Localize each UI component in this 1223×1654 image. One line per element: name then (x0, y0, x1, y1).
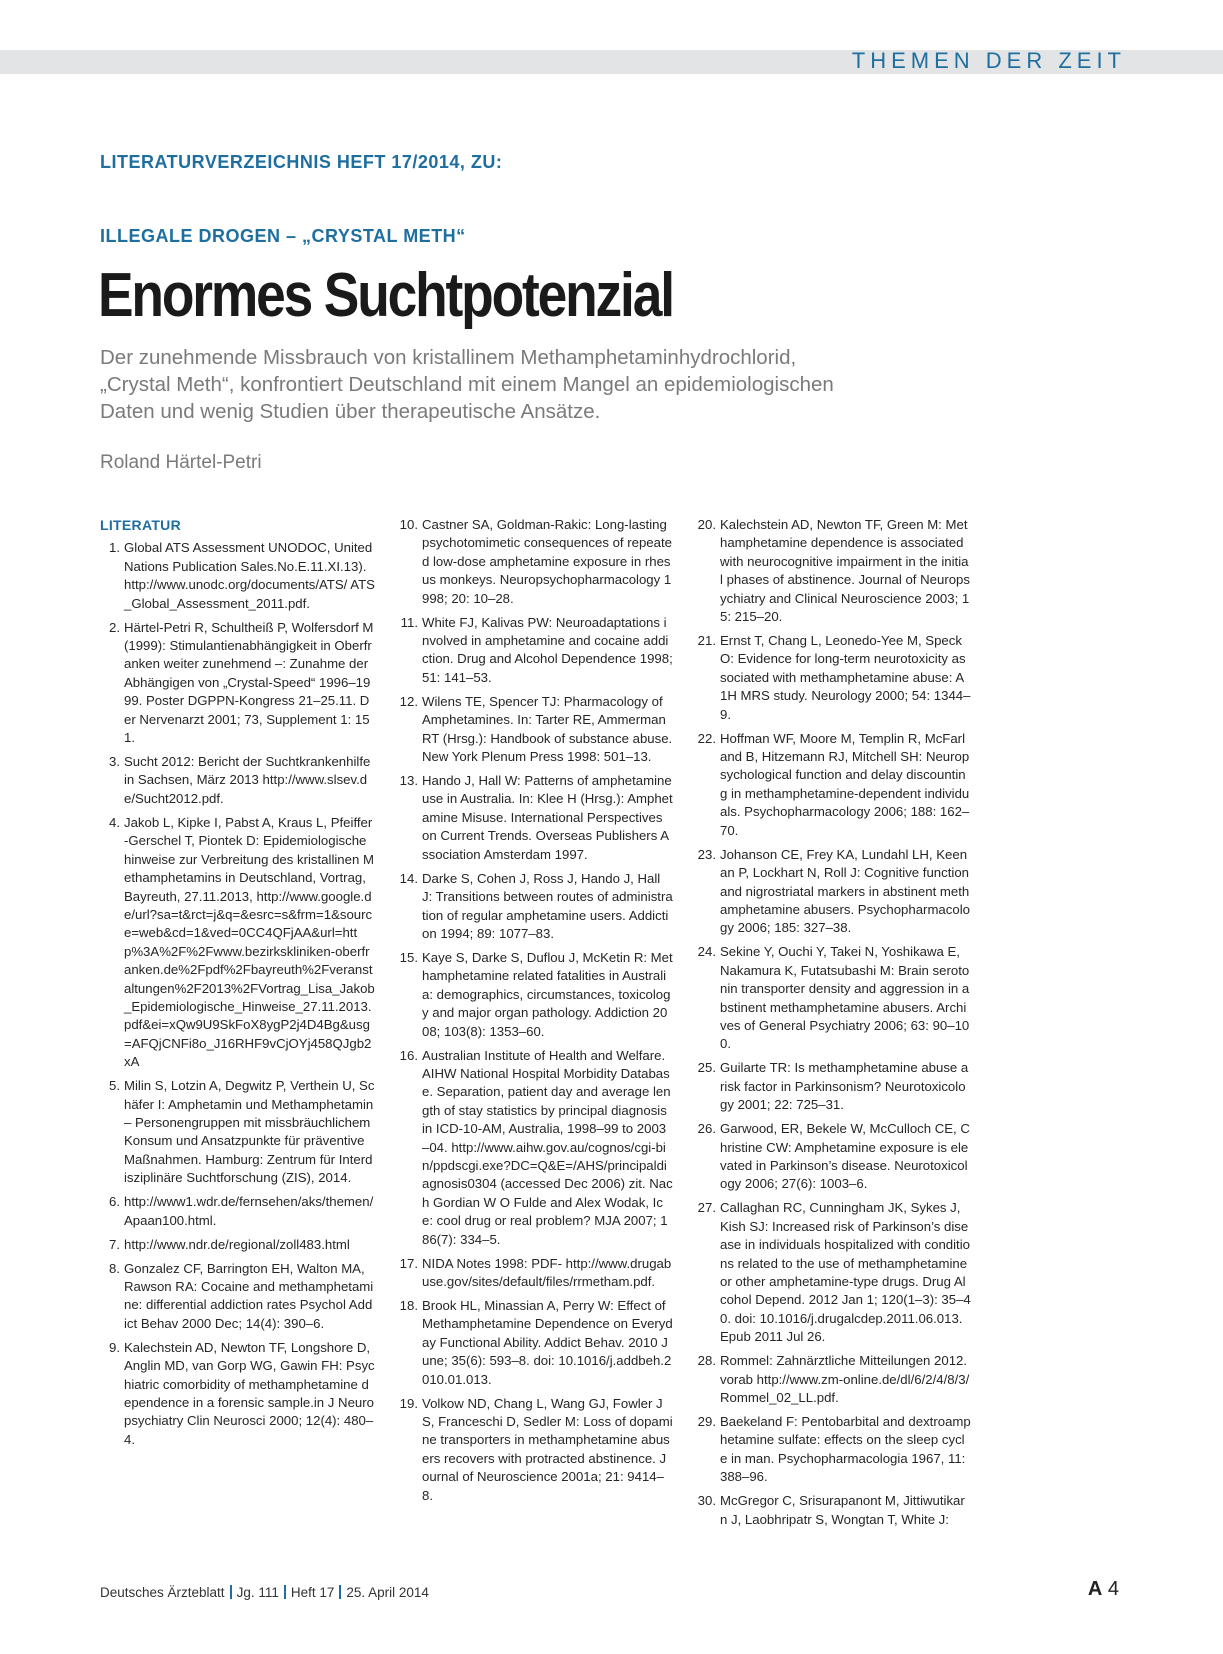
issue-date: 25. April 2014 (346, 1585, 429, 1600)
literature-heading: LITERATUR (100, 517, 181, 533)
page-footer (100, 1585, 429, 1600)
reference-number: 3. (109, 754, 120, 770)
article-author: Roland Härtel-Petri (100, 452, 262, 473)
reference-item (696, 1492, 971, 1529)
reference-number: 21. (697, 633, 716, 649)
reference-text: Johanson CE, Frey KA, Lundahl LH, Keenan P, Lockhart N, Roll J: Cognitive function and nigrostriatal markers in abstinent methamphetamine abusers. Psychopharmacology 2006; 185: 327–38. (720, 846, 970, 936)
journal-issue: Heft 17 (290, 1585, 335, 1600)
reference-item (100, 814, 375, 1072)
reference-item (100, 1260, 375, 1334)
reference-item (100, 1077, 375, 1187)
reference-number: 24. (697, 944, 716, 960)
reference-item (696, 730, 971, 840)
reference-text: Darke S, Cohen J, Ross J, Hando J, Hall J: Transitions between routes of administration of regular amphetamine users. Addiction 1994; 89: 1077–83. (422, 870, 673, 941)
reference-text: White FJ, Kalivas PW: Neuroadaptations involved in amphetamine and cocaine addiction. Drug and Alcohol Dependence 1998; 51: 141–53. (422, 614, 673, 685)
reference-text: Baekeland F: Pentobarbital and dextroamphetamine sulfate: effects on the sleep cycle in man. Psychopharmacologia 1967, 11: 388–96. (720, 1414, 971, 1485)
reference-item (398, 1297, 673, 1389)
reference-text: Castner SA, Goldman-Rakic: Long-lasting psychotomimetic consequences of repeated low-dose amphetamine exposure in rhesus monkeys. Neuropsychopharmacology 1998; 20: 10–28. (422, 517, 672, 606)
reference-text: Hoffman WF, Moore M, Templin R, McFarland B, Hitzemann RJ, Mitchell SH: Neuropsychological function and delay discounting in methamphetamine-dependent individuals. Psychopharmacology 2006; 188: 162–70. (720, 730, 970, 838)
reference-number: 17. (399, 1255, 418, 1271)
references-column-1 (100, 516, 375, 1455)
reference-number: 16. (399, 1047, 418, 1063)
kicker-bibliography: LITERATURVERZEICHNIS HEFT 17/2014, ZU: (100, 152, 503, 172)
page-number (1088, 1578, 1119, 1601)
reference-item (696, 846, 971, 938)
reference-item (696, 1352, 971, 1407)
footer-separator (230, 1585, 232, 1599)
reference-number: 5. (109, 1078, 120, 1094)
reference-list (398, 516, 673, 1505)
reference-item (100, 619, 375, 748)
reference-item (100, 753, 375, 808)
reference-number: 10. (399, 517, 418, 532)
reference-text: http://www.ndr.de/regional/zoll483.html (124, 1236, 350, 1252)
reference-item (398, 1047, 673, 1249)
footer-separator (284, 1585, 286, 1599)
reference-number: 23. (697, 846, 716, 862)
reference-text: Hando J, Hall W: Patterns of amphetamine use in Australia. In: Klee H (Hrsg.): Amphetamine Misuse. International Perspectives on Current Trends. Overseas Publishers Association Amsterdam 1997. (422, 773, 673, 862)
reference-text: Sucht 2012: Bericht der Suchtkrankenhilfe in Sachsen, März 2013 http://www.slsev.de/Sucht2012.pdf. (124, 754, 371, 806)
reference-item (100, 1193, 375, 1230)
reference-text: Callaghan RC, Cunningham JK, Sykes J, Kish SJ: Increased risk of Parkinson’s disease in individuals hospitalized with conditions related to the use of methamphetamine or other amphetamine-type drugs. Drug Alcohol Depend. 2012 Jan 1; 120(1–3): 35–40. doi: 10.1016/j.drugalcdep.2011.06.013. Epub 2011 Jul 26. (720, 1200, 971, 1345)
reference-text: Gonzalez CF, Barrington EH, Walton MA, Rawson RA: Cocaine and methamphetamine: differential addiction rates Psychol Addict Behav 2000 Dec; 14(4): 390–6. (124, 1260, 374, 1331)
reference-text: Sekine Y, Ouchi Y, Takei N, Yoshikawa E, Nakamura K, Futatsubashi M: Brain serotonin transporter density and aggression in abstinent methamphetamine abusers. Archives of General Psychiatry 2006; 63: 90–100. (720, 944, 970, 1052)
reference-text: Milin S, Lotzin A, Degwitz P, Verthein U, Schäfer I: Amphetamin und Methamphetamin – Personengruppen mit missbräuchlichem Konsum und Ansatzpunkte für präventive Maßnahmen. Hamburg: Zentrum für Interdisziplinäre Suchtforschung (ZIS), 2014. (124, 1078, 375, 1186)
article-lead (100, 344, 1000, 425)
reference-text: Brook HL, Minassian A, Perry W: Effect of Methamphetamine Dependence on Everyday Functional Ability. Addict Behav. 2010 June; 35(6): 593–8. doi: 10.1016/j.addbeh.2010.01.013. (422, 1298, 673, 1387)
reference-number: 15. (399, 949, 418, 965)
reference-item (398, 516, 673, 608)
reference-text: Härtel-Petri R, Schultheiß P, Wolfersdorf M (1999): Stimulantienabhängigkeit in Oberfranken weiter zunehmend –: Zunahme der Abhängigen von „Crystal-Speed“ 1996–1999. Poster DGPPN-Kongress 21–25.11. Der Nervenarzt 2001; 73, Supplement 1: 151. (124, 619, 374, 746)
references-column-2 (398, 516, 673, 1511)
reference-item (398, 949, 673, 1041)
article-title: Enormes Suchtpotenzial (98, 261, 673, 330)
reference-item (696, 943, 971, 1053)
reference-number: 7. (109, 1236, 120, 1252)
reference-number: 2. (109, 619, 120, 635)
reference-text: Volkow ND, Chang L, Wang GJ, Fowler JS, Franceschi D, Sedler M: Loss of dopamine transporters in methamphetamine abusers recovers with protracted abstinence. Journal of Neuroscience 2001a; 21: 9414–8. (422, 1395, 673, 1503)
reference-number: 9. (109, 1339, 120, 1355)
reference-text: Jakob L, Kipke I, Pabst A, Kraus L, Pfeiffer-Gerschel T, Piontek D: Epidemiologische hinweise zur Verbreitung des kristallinen Methamphetamins in Deutschland, Vortrag, Bayreuth, 27.11.2013, http://www.google.de/url?sa=t&rct=j&q=&esrc=s&frm=1&source=web&cd=1&ved=0CC4QFjAA&url=http%3A%2F%2Fwww.bezirkskliniken-oberfranken.de%2Fpdf%2Fbayreuth%2Fveranstaltungen%2F2013%2FVortrag_Lisa_Jakob_Epidemiologische_Hinweise_27.11.2013.pdf&ei=xQw9U9SkFoX8ygP2j4D4Bg&usg=AFQjCNFi8o_J16RHF9vCjOYj458QJgb2xA (124, 814, 375, 1070)
reference-number: 4. (109, 814, 120, 830)
reference-item (398, 693, 673, 767)
lead-line: Der zunehmende Missbrauch von kristallinem Methamphetaminhydrochlorid, (100, 346, 797, 369)
kicker-topic: ILLEGALE DROGEN – „CRYSTAL METH“ (100, 226, 466, 246)
reference-number: 28. (697, 1353, 716, 1369)
reference-item (696, 516, 971, 626)
reference-text: Guilarte TR: Is methamphetamine abuse a risk factor in Parkinsonism? Neurotoxicology 2001; 22: 725–31. (720, 1060, 969, 1113)
lead-line: Daten und wenig Studien über therapeutische Ansätze. (100, 400, 601, 423)
reference-number: 18. (399, 1298, 418, 1313)
reference-item (398, 614, 673, 688)
reference-list (696, 516, 971, 1529)
reference-item (696, 1120, 971, 1194)
reference-item (398, 1255, 673, 1292)
reference-text: Rommel: Zahnärztliche Mitteilungen 2012. vorab http://www.zm-online.de/dl/6/2/4/8/3/Rommel_02_LL.pdf. (720, 1353, 970, 1406)
reference-number: 29. (697, 1414, 716, 1430)
reference-number: 11. (400, 614, 418, 630)
reference-list (100, 539, 375, 1449)
reference-number: 12. (399, 693, 418, 709)
reference-item (398, 772, 673, 864)
reference-item (398, 1395, 673, 1505)
footer-separator (339, 1585, 341, 1599)
reference-item (100, 539, 375, 613)
page-prefix: A (1087, 1578, 1103, 1600)
journal-name: Deutsches Ärzteblatt (100, 1585, 225, 1600)
reference-text: Kaye S, Darke S, Duflou J, McKetin R: Methamphetamine related fatalities in Australia: demographics, circumstances, toxicology and major organ pathology. Addiction 2008; 103(8): 1353–60. (422, 949, 673, 1039)
section-label: THEMEN DER ZEIT (851, 48, 1126, 73)
reference-number: 1. (109, 540, 120, 556)
reference-text: http://www1.wdr.de/fernsehen/aks/themen/Apaan100.html. (124, 1194, 374, 1228)
reference-number: 22. (697, 730, 716, 746)
reference-number: 13. (399, 773, 418, 789)
references-column-3 (696, 516, 971, 1535)
reference-item (100, 1236, 375, 1254)
reference-number: 26. (697, 1121, 716, 1137)
reference-text: Global ATS Assessment UNODOC, United Nations Publication Sales.No.E.11.XI.13). http://www.unodc.org/documents/ATS/ ATS_Global_Assessment_2011.pdf. (124, 540, 375, 611)
reference-number: 20. (697, 517, 716, 532)
reference-number: 27. (697, 1200, 716, 1216)
reference-number: 6. (109, 1194, 120, 1210)
reference-number: 25. (697, 1060, 716, 1076)
reference-text: McGregor C, Srisurapanont M, Jittiwutikarn J, Laobhripatr S, Wongtan T, White J: (720, 1493, 965, 1527)
reference-number: 30. (697, 1493, 716, 1509)
reference-number: 8. (109, 1260, 120, 1276)
reference-text: Garwood, ER, Bekele W, McCulloch CE, Christine CW: Amphetamine exposure is elevated in Parkinson’s disease. Neurotoxicology 2006; 27(6): 1003–6. (720, 1121, 970, 1192)
reference-item (696, 632, 971, 724)
reference-item (696, 1199, 971, 1346)
reference-text: Australian Institute of Health and Welfare. AIHW National Hospital Morbidity Database. Separation, patient day and average length of stay statistics by principal diagnosis in ICD-10-AM, Australia, 1998–99 to 2003–04. http://www.aihw.gov.au/cognos/cgi-bin/ppdscgi.exe?DC=Q&E=/AHS/principaldiagnosis0304 (accessed Dec 2006) zit. Nach Gordian W O Fulde and Alex Wodak, Ice: cool drug or real problem? MJA 2007; 186(7): 334–5. (422, 1047, 673, 1247)
reference-text: Kalechstein AD, Newton TF, Green M: Methamphetamine dependence is associated with neurocognitive impairment in the initial phases of abstinence. Journal of Neuropsychiatry and Clinical Neuroscience 2003; 15: 215–20. (720, 517, 970, 625)
page-number-value: 4 (1107, 1578, 1119, 1600)
reference-item (696, 1059, 971, 1114)
reference-text: NIDA Notes 1998: PDF- http://www.drugabuse.gov/sites/default/files/rrmetham.pdf. (422, 1255, 672, 1289)
reference-text: Wilens TE, Spencer TJ: Pharmacology of Amphetamines. In: Tarter RE, Ammerman RT (Hrsg.): Handbook of substance abuse. New York Plenum Press 1998: 501–13. (422, 693, 673, 765)
reference-item (100, 1339, 375, 1449)
reference-item (398, 870, 673, 944)
reference-number: 14. (399, 870, 418, 886)
journal-volume: Jg. 111 (236, 1585, 279, 1600)
lead-line: „Crystal Meth“, konfrontiert Deutschland mit einem Mangel an epidemiologischen (100, 373, 834, 396)
reference-item (696, 1413, 971, 1487)
reference-text: Kalechstein AD, Newton TF, Longshore D, Anglin MD, van Gorp WG, Gawin FH: Psychiatric comorbidity of methamphetamine dependence in a forensic sample.in J Neuropsychiatry Clin Neurosci 2000; 12(4): 480–4. (124, 1339, 375, 1447)
reference-number: 19. (399, 1395, 418, 1411)
reference-text: Ernst T, Chang L, Leonedo-Yee M, Speck O: Evidence for long-term neurotoxicity associated with methamphetamine abuse: A 1H MRS study. Neurology 2000; 54: 1344–9. (720, 633, 971, 722)
